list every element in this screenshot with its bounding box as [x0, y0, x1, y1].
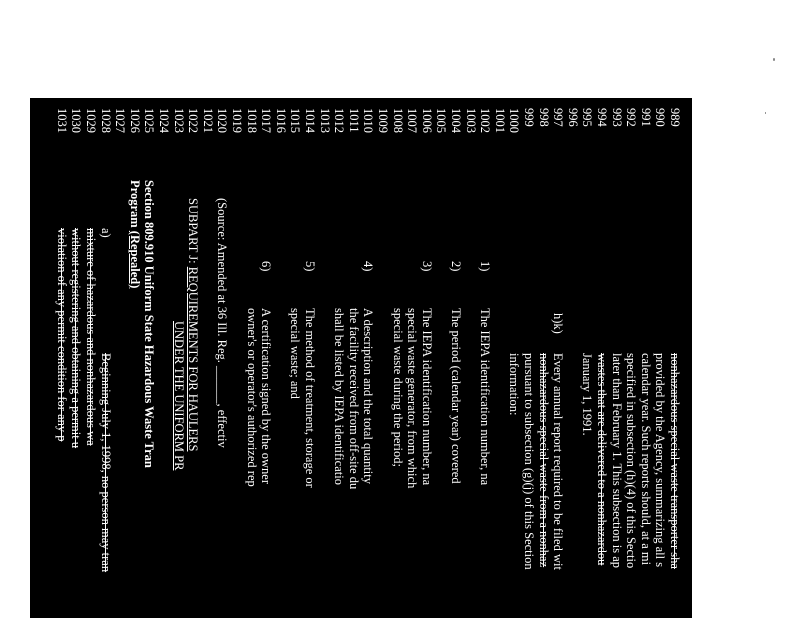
- line-number: 996: [565, 108, 580, 127]
- line-number: 1016: [273, 108, 288, 133]
- line-text: [668, 353, 682, 569]
- text-segment: The IEPA identification number, na: [419, 308, 434, 486]
- line-text: [610, 353, 624, 568]
- line-text: [186, 198, 200, 451]
- line-text: [84, 228, 98, 446]
- line-number: 1014: [303, 108, 317, 133]
- line-number: 1007: [405, 108, 420, 133]
- document-line: [492, 98, 507, 618]
- subsection-label: 2): [449, 261, 463, 272]
- text-segment: (Source: Amended at 36 Ill. Reg. ______, effectiv: [215, 198, 230, 448]
- document-line: [200, 98, 215, 618]
- document-line: [419, 98, 434, 618]
- line-number: 1008: [390, 108, 405, 133]
- line-number: 1006: [419, 108, 434, 133]
- text-segment: owner's or operator's authorized rep: [244, 308, 259, 487]
- line-number: 991: [638, 108, 653, 127]
- line-number: 1010: [361, 108, 376, 133]
- document-line: [259, 98, 274, 618]
- text-segment: calendar year. Such reports should, at a mi: [638, 353, 653, 566]
- document-line: [288, 98, 303, 618]
- line-text: [624, 353, 638, 568]
- line-number: 999: [522, 108, 536, 127]
- document-line: [361, 98, 376, 618]
- document-line: [229, 98, 244, 618]
- document-line: [653, 98, 668, 618]
- document-line: [521, 98, 536, 618]
- line-number: 1023: [171, 108, 186, 133]
- scan-speck: [765, 112, 766, 114]
- text-segment: wastes that are delivered to a nonhazardou: [595, 353, 609, 566]
- document-line: [448, 98, 463, 618]
- document-line: [594, 98, 609, 618]
- text-segment: (Repealed): [127, 230, 142, 289]
- line-number: 1015: [288, 108, 303, 133]
- document-line: [638, 98, 653, 618]
- line-number: 1002: [478, 108, 493, 133]
- line-number: 1029: [84, 108, 98, 133]
- line-number: 1030: [69, 108, 84, 133]
- text-segment: The period (calendar year) covered: [449, 308, 463, 484]
- line-text: [478, 308, 492, 485]
- line-text: [420, 308, 434, 485]
- text-segment: The method of treatment, storage or: [303, 308, 317, 488]
- line-number: 989: [668, 108, 682, 127]
- line-text: [303, 308, 317, 488]
- scanned-page: [30, 98, 692, 618]
- document-line: [405, 98, 420, 618]
- line-text: [215, 198, 229, 448]
- line-number: 1011: [346, 108, 361, 133]
- line-number: 1004: [449, 108, 463, 133]
- line-number: 1019: [230, 108, 244, 133]
- document-line: [463, 98, 478, 618]
- text-segment: A certification signed by the owner: [259, 308, 274, 484]
- text-segment: Program: [127, 180, 142, 231]
- line-text: [172, 321, 186, 470]
- line-text: [580, 353, 594, 436]
- line-number: 995: [580, 108, 595, 127]
- line-text: [332, 308, 346, 485]
- subsection-label: 5): [303, 261, 317, 272]
- document-line: [478, 98, 493, 618]
- text-segment: Section 809.910 Uniform State Hazardous Waste Tran: [142, 180, 157, 468]
- subsection-label: 4): [361, 261, 376, 272]
- subsection-label: h)k): [551, 313, 566, 334]
- line-number: 1020: [215, 108, 230, 133]
- line-number: 1005: [434, 108, 449, 133]
- line-text: [405, 308, 419, 488]
- document-line: [434, 98, 449, 618]
- text-segment: nonhazardous special waste from a nonhaz: [536, 353, 551, 568]
- line-number: 1026: [127, 108, 142, 133]
- line-number: 993: [609, 108, 624, 127]
- scan-speck: [773, 58, 775, 61]
- line-text: [595, 353, 609, 565]
- line-text: [522, 353, 536, 570]
- line-number: 1003: [463, 108, 478, 133]
- document-line: [580, 98, 595, 618]
- line-text: [551, 353, 565, 570]
- document-line: [127, 98, 142, 618]
- document-line: [186, 98, 201, 618]
- line-text: [361, 308, 375, 484]
- text-segment: special waste; and: [288, 308, 303, 399]
- line-number: 997: [551, 108, 566, 127]
- line-number: 1017: [259, 108, 274, 133]
- document-line: [98, 98, 113, 618]
- line-number: 1018: [244, 108, 259, 133]
- line-text: [639, 353, 653, 565]
- text-segment: information:: [507, 353, 522, 416]
- line-number: 1013: [317, 108, 332, 133]
- text-segment: January 1, 1991.: [580, 353, 595, 436]
- document-line: [54, 98, 69, 618]
- text-segment: Beginning July 1, 1998, no person may tran: [98, 353, 113, 573]
- document-line: [273, 98, 288, 618]
- document-line: [624, 98, 639, 618]
- line-text: [449, 308, 463, 484]
- document-line: [69, 98, 84, 618]
- subsection-label: 1): [478, 261, 493, 272]
- text-segment: violation of any permit condition for any p: [54, 228, 69, 442]
- text-segment: REQUIREMENTS FOR HAULERS: [186, 266, 201, 452]
- line-number: 1009: [376, 108, 390, 133]
- document-line: [171, 98, 186, 618]
- text-segment: special waste during the period;: [390, 308, 405, 467]
- line-number: 1027: [113, 108, 128, 133]
- text-segment: specified in subsection (h)(4) of this Sectio: [624, 353, 639, 569]
- text-segment: nonhazardous special waste transporter sha: [668, 353, 682, 569]
- document-line: [375, 98, 390, 618]
- text-segment: later than February 1. This subsection is ap: [609, 353, 624, 569]
- document-line: [551, 98, 566, 618]
- document-line: [390, 98, 405, 618]
- line-number: 990: [653, 108, 668, 127]
- line-number: 992: [624, 108, 639, 127]
- text-segment: SUBPART J:: [186, 198, 201, 267]
- line-number: 1025: [142, 108, 157, 133]
- text-segment: without registering and obtaining a permit u: [69, 228, 84, 449]
- document-line: [302, 98, 317, 618]
- text-segment: pursuant to subsection (g)(j) of this Section: [522, 353, 536, 570]
- text-segment: Every annual report required to be filed wit: [551, 353, 566, 570]
- text-segment: UNDER THE UNIFORM PR: [171, 321, 186, 471]
- document-line: [215, 98, 230, 618]
- text-segment: the facility received from off-site du: [346, 308, 361, 490]
- line-number: 998: [536, 108, 551, 127]
- line-text: [99, 353, 113, 572]
- line-number: 1000: [507, 108, 522, 133]
- rotated-text-block: [30, 98, 692, 618]
- line-number: 1012: [332, 108, 347, 133]
- subsection-label: 6): [259, 261, 274, 272]
- document-line: [507, 98, 522, 618]
- text-segment: A description and the total quantity: [361, 308, 376, 485]
- line-text: [391, 308, 405, 467]
- document-line: [332, 98, 347, 618]
- document-line: [565, 98, 580, 618]
- document-line: [113, 98, 128, 618]
- line-number: 1028: [98, 108, 113, 133]
- line-text: [653, 353, 667, 567]
- line-text: [288, 308, 302, 399]
- line-text: [537, 353, 551, 567]
- line-number: 1024: [157, 108, 171, 133]
- line-text: [55, 228, 69, 442]
- text-segment: mixture of hazardous and nonhazardous wa: [84, 228, 98, 446]
- line-text: [259, 308, 273, 484]
- document-line: [667, 98, 682, 618]
- line-text: [128, 180, 142, 288]
- document-line: [317, 98, 332, 618]
- text-segment: provided by the Agency, summarizing all s: [653, 353, 668, 568]
- subsection-label: a): [98, 228, 113, 238]
- line-number: 994: [595, 108, 609, 127]
- document-line: [346, 98, 361, 618]
- line-number: 1022: [186, 108, 201, 133]
- line-number: 1001: [492, 108, 507, 133]
- text-segment: The IEPA identification number, na: [478, 308, 493, 486]
- text-segment: shall be listed by IEPA identificatio: [332, 308, 347, 485]
- document-line: [83, 98, 98, 618]
- document-line: [142, 98, 157, 618]
- line-number: 1021: [200, 108, 215, 133]
- line-text: [69, 228, 83, 448]
- document-line: [244, 98, 259, 618]
- document-line: [156, 98, 171, 618]
- line-number: 1031: [54, 108, 69, 133]
- subsection-label: 3): [419, 261, 434, 272]
- line-text: [507, 353, 521, 416]
- document-line: [536, 98, 551, 618]
- line-text: [347, 308, 361, 489]
- line-text: [245, 308, 259, 487]
- text-segment: special waste generator, from which: [405, 308, 420, 489]
- line-text: [142, 180, 156, 468]
- document-line: [609, 98, 624, 618]
